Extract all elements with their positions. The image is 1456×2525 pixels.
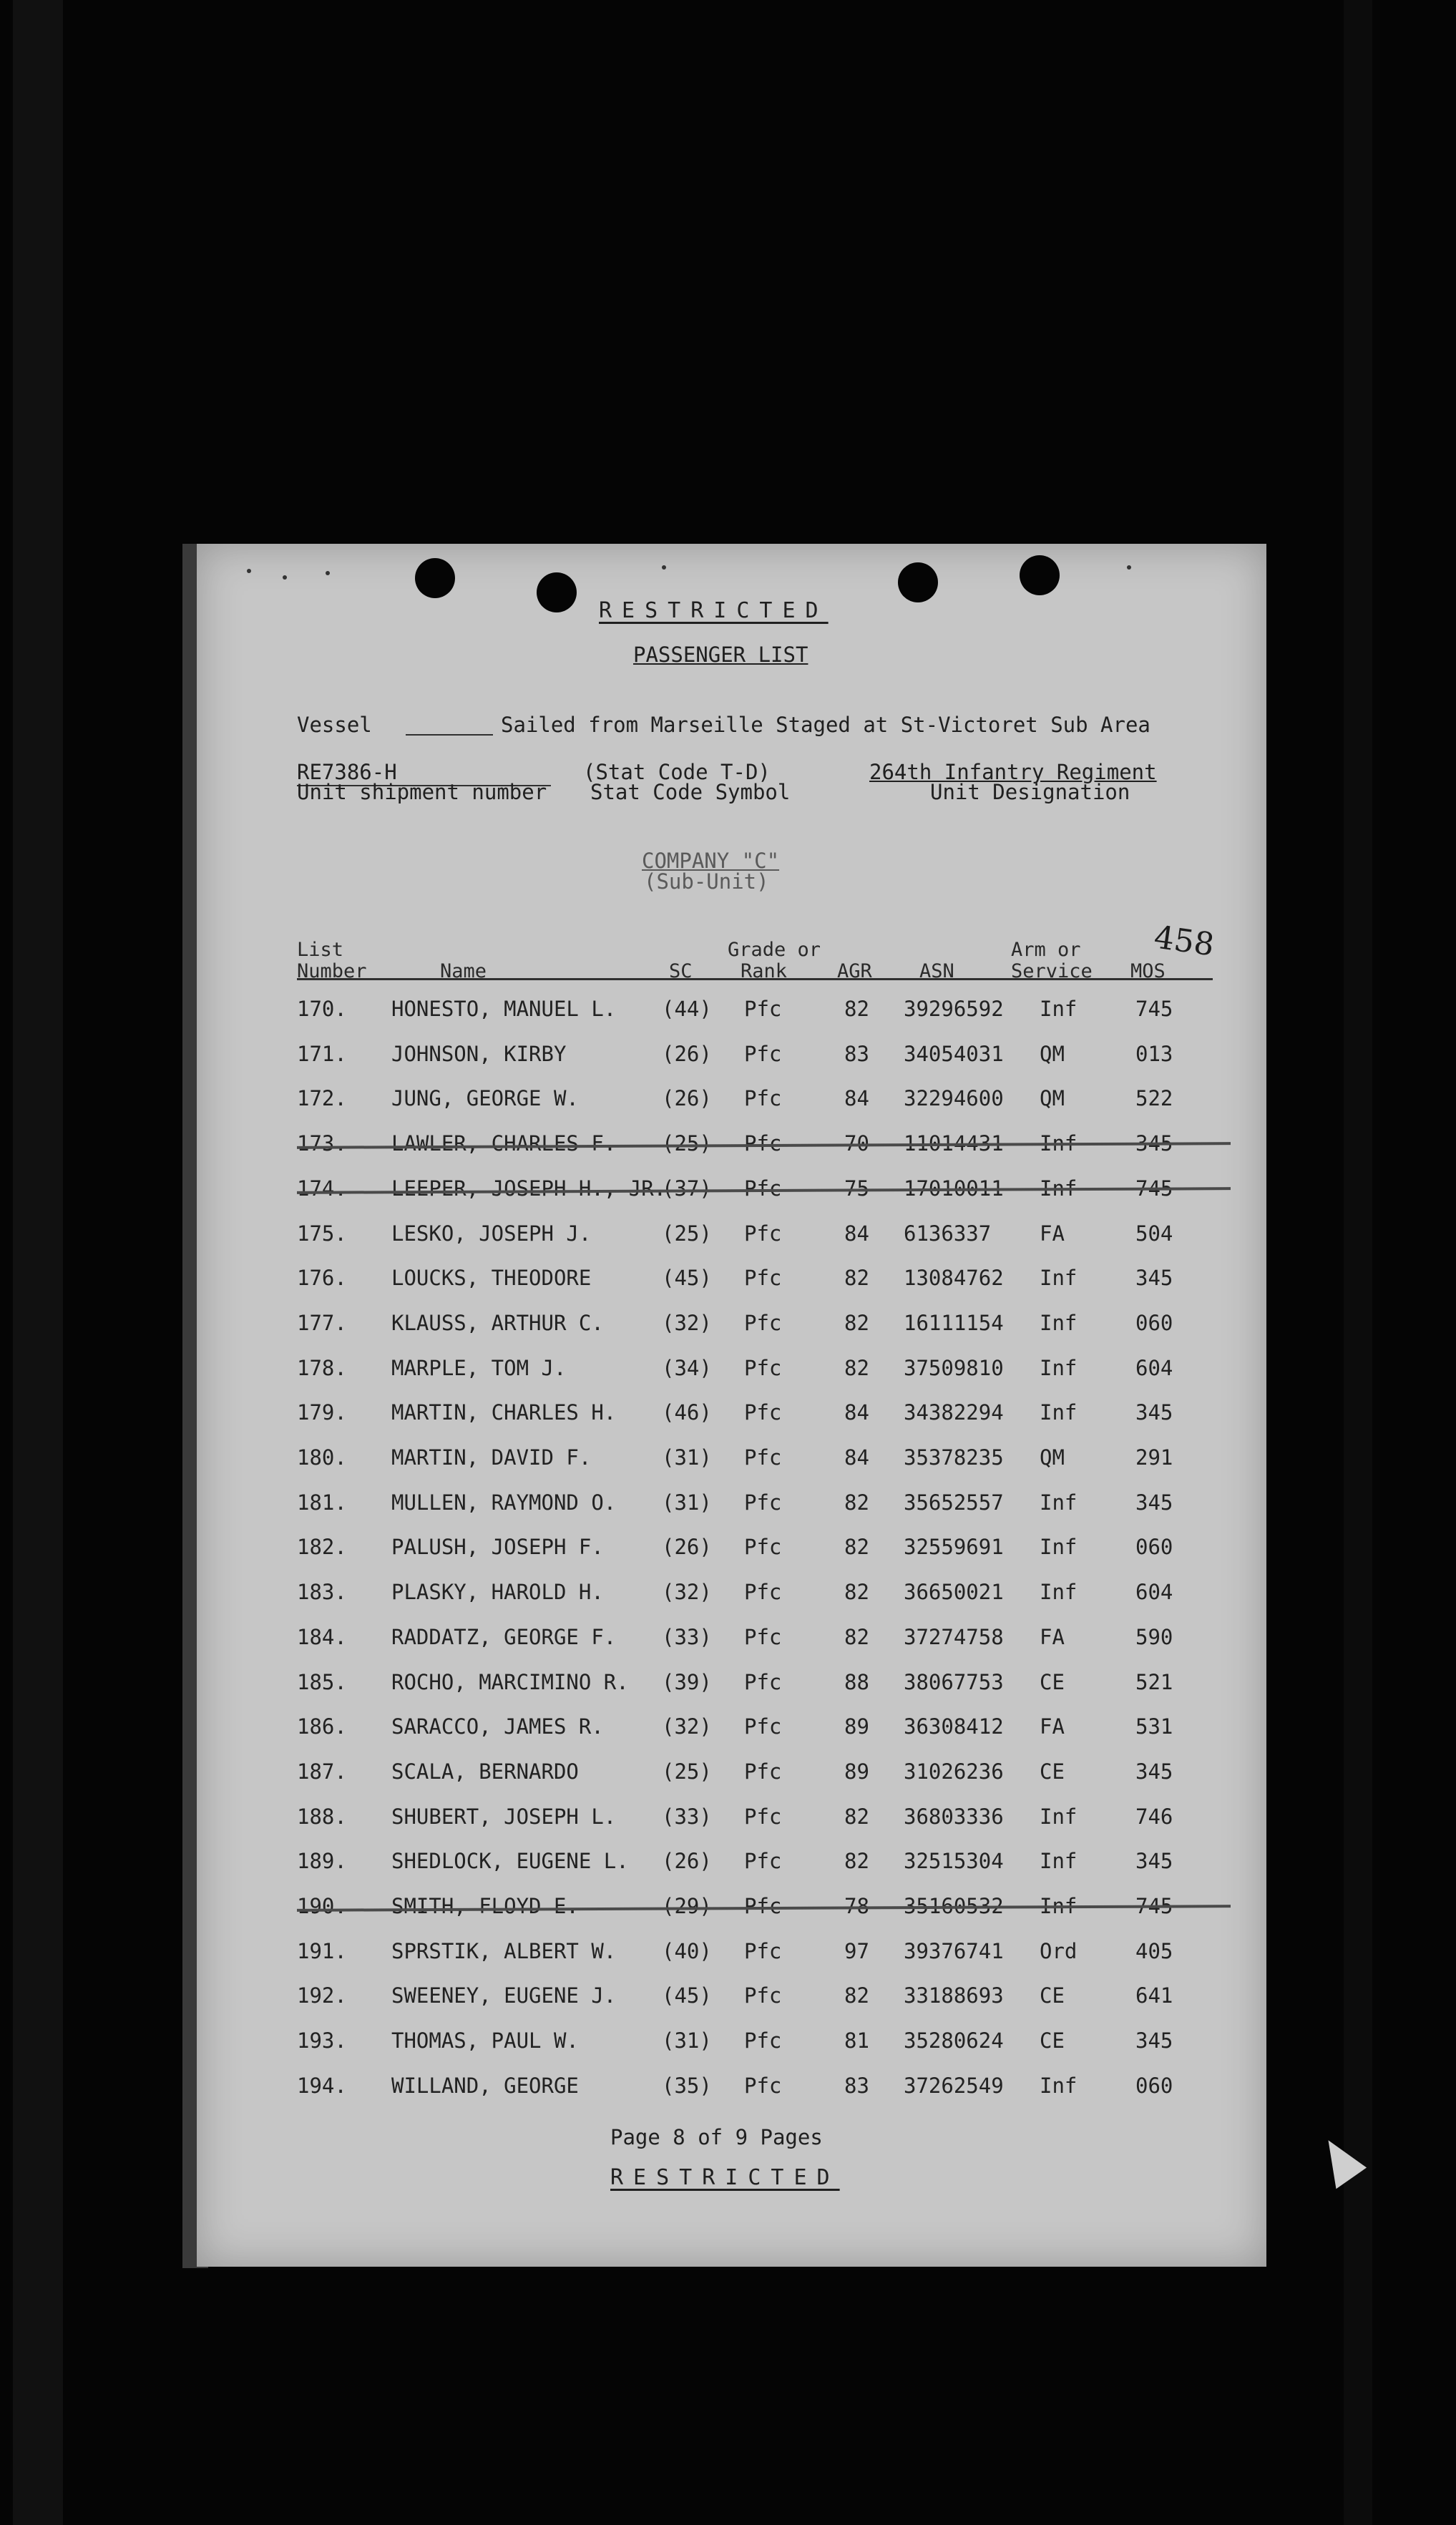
row-mos: 745 <box>1135 1894 1173 1918</box>
row-mos: 345 <box>1135 1131 1173 1156</box>
row-rank: Pfc <box>744 1131 782 1156</box>
row-aar: 84 <box>844 1445 869 1470</box>
row-aar: 84 <box>844 1086 869 1110</box>
row-name: WILLAND, GEORGE <box>391 2074 579 2098</box>
row-asn: 36803336 <box>904 1804 1004 1829</box>
row-name: PALUSH, JOSEPH F. <box>391 1535 604 1559</box>
row-asn: 37262549 <box>904 2074 1004 2098</box>
row-arm: Inf <box>1040 997 1078 1021</box>
row-asn: 37509810 <box>904 1356 1004 1380</box>
row-name: MARTIN, CHARLES H. <box>391 1400 617 1425</box>
row-rank: Pfc <box>744 1625 782 1649</box>
col-list-number-line2: Number <box>297 960 367 982</box>
punch-hole <box>415 558 455 598</box>
table-row <box>197 1311 1266 1355</box>
row-aar: 82 <box>844 1356 869 1380</box>
row-rank: Pfc <box>744 2028 782 2053</box>
film-edge-left <box>13 0 63 2525</box>
row-arm: Ord <box>1040 1939 1078 1963</box>
row-asn: 38067753 <box>904 1670 1004 1694</box>
row-aar: 81 <box>844 2028 869 2053</box>
row-asn: 17010011 <box>904 1176 1004 1201</box>
row-aar: 82 <box>844 1625 869 1649</box>
row-asn: 35160532 <box>904 1894 1004 1918</box>
row-name: SMITH, FLOYD E. <box>391 1894 579 1918</box>
row-name: SHEDLOCK, EUGENE L. <box>391 1849 629 1873</box>
table-row <box>197 1804 1266 1849</box>
row-arm: Inf <box>1040 1580 1078 1604</box>
row-mos: 291 <box>1135 1445 1173 1470</box>
table-row <box>197 1176 1266 1221</box>
row-age: (29) <box>662 1894 712 1918</box>
row-age: (26) <box>662 1042 712 1066</box>
row-arm: Inf <box>1040 1176 1078 1201</box>
row-rank: Pfc <box>744 1400 782 1425</box>
row-arm: Inf <box>1040 1535 1078 1559</box>
row-name: MARPLE, TOM J. <box>391 1356 567 1380</box>
paper-speck <box>326 571 330 575</box>
table-row <box>197 1221 1266 1266</box>
row-rank: Pfc <box>744 1535 782 1559</box>
row-num: 183. <box>297 1580 347 1604</box>
row-aar: 82 <box>844 1983 869 2008</box>
row-arm: Inf <box>1040 1311 1078 1335</box>
row-asn: 34054031 <box>904 1042 1004 1066</box>
row-arm: CE <box>1040 2028 1065 2053</box>
row-mos: 604 <box>1135 1580 1173 1604</box>
row-arm: CE <box>1040 1670 1065 1694</box>
row-num: 193. <box>297 2028 347 2053</box>
row-arm: FA <box>1040 1221 1065 1246</box>
row-mos: 060 <box>1135 1535 1173 1559</box>
row-age: (25) <box>662 1221 712 1246</box>
paper-speck <box>1127 565 1131 570</box>
row-mos: 745 <box>1135 997 1173 1021</box>
row-arm: QM <box>1040 1445 1065 1470</box>
col-name: Name <box>440 960 487 982</box>
row-name: HONESTO, MANUEL L. <box>391 997 617 1021</box>
row-rank: Pfc <box>744 1445 782 1470</box>
row-mos: 060 <box>1135 2074 1173 2098</box>
row-age: (25) <box>662 1759 712 1784</box>
row-age: (31) <box>662 2028 712 2053</box>
row-num: 189. <box>297 1849 347 1873</box>
row-aar: 70 <box>844 1131 869 1156</box>
row-arm: Inf <box>1040 1894 1078 1918</box>
paper-speck <box>662 565 666 570</box>
row-rank: Pfc <box>744 1042 782 1066</box>
row-mos: 522 <box>1135 1086 1173 1110</box>
row-asn: 35280624 <box>904 2028 1004 2053</box>
row-name: JOHNSON, KIRBY <box>391 1042 567 1066</box>
row-arm: FA <box>1040 1714 1065 1739</box>
row-arm: QM <box>1040 1042 1065 1066</box>
table-row <box>197 1490 1266 1535</box>
row-age: (26) <box>662 1086 712 1110</box>
row-aar: 89 <box>844 1714 869 1739</box>
row-name: SPRSTIK, ALBERT W. <box>391 1939 617 1963</box>
row-mos: 345 <box>1135 1849 1173 1873</box>
row-rank: Pfc <box>744 1176 782 1201</box>
row-mos: 345 <box>1135 1400 1173 1425</box>
row-mos: 521 <box>1135 1670 1173 1694</box>
table-row <box>197 1445 1266 1490</box>
col-arm-line1: Arm or <box>1011 939 1081 961</box>
row-age: (34) <box>662 1356 712 1380</box>
row-aar: 82 <box>844 1311 869 1335</box>
row-mos: 604 <box>1135 1356 1173 1380</box>
row-aar: 82 <box>844 1266 869 1290</box>
punch-hole <box>1020 555 1060 595</box>
row-name: MARTIN, DAVID F. <box>391 1445 592 1470</box>
row-num: 184. <box>297 1625 347 1649</box>
table-row <box>197 1356 1266 1400</box>
row-asn: 35378235 <box>904 1445 1004 1470</box>
row-mos: 641 <box>1135 1983 1173 2008</box>
row-mos: 013 <box>1135 1042 1173 1066</box>
row-arm: QM <box>1040 1086 1065 1110</box>
punch-hole <box>537 572 577 612</box>
row-arm: Inf <box>1040 1849 1078 1873</box>
table-row <box>197 1400 1266 1445</box>
row-name: LAWLER, CHARLES F. <box>391 1131 617 1156</box>
row-rank: Pfc <box>744 1311 782 1335</box>
row-num: 180. <box>297 1445 347 1470</box>
row-mos: 345 <box>1135 2028 1173 2053</box>
row-age: (44) <box>662 997 712 1021</box>
row-name: SHUBERT, JOSEPH L. <box>391 1804 617 1829</box>
row-aar: 82 <box>844 1849 869 1873</box>
row-aar: 82 <box>844 1804 869 1829</box>
row-mos: 590 <box>1135 1625 1173 1649</box>
row-aar: 83 <box>844 1042 869 1066</box>
row-arm: Inf <box>1040 1400 1078 1425</box>
table-row <box>197 1983 1266 2028</box>
row-name: SCALA, BERNARDO <box>391 1759 579 1784</box>
table-row <box>197 1042 1266 1086</box>
row-age: (39) <box>662 1670 712 1694</box>
row-rank: Pfc <box>744 1670 782 1694</box>
row-aar: 82 <box>844 1490 869 1515</box>
row-arm: Inf <box>1040 1131 1078 1156</box>
unit-designation-label: Unit Designation <box>930 780 1130 804</box>
table-row <box>197 1131 1266 1176</box>
row-mos: 405 <box>1135 1939 1173 1963</box>
row-aar: 82 <box>844 997 869 1021</box>
row-mos: 531 <box>1135 1714 1173 1739</box>
row-name: KLAUSS, ARTHUR C. <box>391 1311 604 1335</box>
row-num: 177. <box>297 1311 347 1335</box>
vessel-blank <box>406 734 493 736</box>
restricted-footer: RESTRICTED <box>610 2165 840 2190</box>
row-age: (31) <box>662 1490 712 1515</box>
unit-designation: 264th Infantry Regiment <box>869 760 1157 784</box>
row-asn: 6136337 <box>904 1221 992 1246</box>
handwritten-page-number: 458 <box>1151 919 1217 964</box>
row-age: (37) <box>662 1176 712 1201</box>
row-num: 179. <box>297 1400 347 1425</box>
row-age: (33) <box>662 1804 712 1829</box>
row-asn: 33188693 <box>904 1983 1004 2008</box>
row-rank: Pfc <box>744 1221 782 1246</box>
row-rank: Pfc <box>744 1983 782 2008</box>
row-rank: Pfc <box>744 1714 782 1739</box>
row-mos: 745 <box>1135 1176 1173 1201</box>
row-num: 172. <box>297 1086 347 1110</box>
row-age: (45) <box>662 1983 712 2008</box>
row-asn: 31026236 <box>904 1759 1004 1784</box>
row-num: 188. <box>297 1804 347 1829</box>
row-rank: Pfc <box>744 1759 782 1784</box>
row-num: 194. <box>297 2074 347 2098</box>
header-rule <box>297 978 1213 980</box>
restricted-header: RESTRICTED <box>599 598 829 623</box>
paper-speck <box>283 575 287 580</box>
row-age: (32) <box>662 1311 712 1335</box>
row-mos: 060 <box>1135 1311 1173 1335</box>
row-asn: 32559691 <box>904 1535 1004 1559</box>
row-age: (45) <box>662 1266 712 1290</box>
row-rank: Pfc <box>744 1939 782 1963</box>
row-rank: Pfc <box>744 1356 782 1380</box>
table-row <box>197 2074 1266 2118</box>
row-rank: Pfc <box>744 1580 782 1604</box>
row-aar: 88 <box>844 1670 869 1694</box>
table-row <box>197 1849 1266 1893</box>
row-aar: 84 <box>844 1221 869 1246</box>
stat-code-label: Stat Code Symbol <box>590 780 791 804</box>
row-arm: Inf <box>1040 1804 1078 1829</box>
row-mos: 504 <box>1135 1221 1173 1246</box>
col-aar: AGR <box>837 960 872 982</box>
sailed-text: Sailed from Marseille Staged at St-Victoret Sub Area <box>501 713 1150 737</box>
row-name: LESKO, JOSEPH J. <box>391 1221 592 1246</box>
row-rank: Pfc <box>744 1266 782 1290</box>
row-mos: 746 <box>1135 1804 1173 1829</box>
shipment-number: RE7386-H <box>297 760 397 784</box>
row-asn: 11014431 <box>904 1131 1004 1156</box>
row-name: SARACCO, JAMES R. <box>391 1714 604 1739</box>
stat-code: (Stat Code T-D) <box>583 760 771 784</box>
row-mos: 345 <box>1135 1490 1173 1515</box>
row-age: (33) <box>662 1625 712 1649</box>
row-asn: 13084762 <box>904 1266 1004 1290</box>
row-rank: Pfc <box>744 1894 782 1918</box>
row-aar: 78 <box>844 1894 869 1918</box>
row-rank: Pfc <box>744 2074 782 2098</box>
row-name: PLASKY, HAROLD H. <box>391 1580 604 1604</box>
table-row <box>197 1266 1266 1310</box>
row-num: 186. <box>297 1714 347 1739</box>
row-name: THOMAS, PAUL W. <box>391 2028 579 2053</box>
table-row <box>197 1580 1266 1624</box>
row-aar: 82 <box>844 1535 869 1559</box>
row-arm: CE <box>1040 1759 1065 1784</box>
row-name: LEEPER, JOSEPH H., JR. <box>391 1176 667 1201</box>
company-label: (Sub-Unit) <box>644 869 769 894</box>
row-rank: Pfc <box>744 1804 782 1829</box>
row-arm: Inf <box>1040 1356 1078 1380</box>
row-num: 170. <box>297 997 347 1021</box>
row-num: 174. <box>297 1176 347 1201</box>
row-name: JUNG, GEORGE W. <box>391 1086 579 1110</box>
col-arm <box>1011 939 1093 982</box>
row-arm: Inf <box>1040 1266 1078 1290</box>
row-num: 181. <box>297 1490 347 1515</box>
row-age: (32) <box>662 1580 712 1604</box>
table-row <box>197 1894 1266 1938</box>
row-rank: Pfc <box>744 1086 782 1110</box>
col-grade <box>728 939 821 982</box>
row-rank: Pfc <box>744 1849 782 1873</box>
row-name: LOUCKS, THEODORE <box>391 1266 592 1290</box>
row-age: (32) <box>662 1714 712 1739</box>
row-num: 192. <box>297 1983 347 2008</box>
col-arm-line2: Service <box>1011 960 1093 982</box>
row-asn: 16111154 <box>904 1311 1004 1335</box>
passenger-list-page <box>197 544 1266 2267</box>
row-asn: 32515304 <box>904 1849 1004 1873</box>
col-list-number-line1: List <box>297 939 344 961</box>
row-num: 171. <box>297 1042 347 1066</box>
row-num: 190. <box>297 1894 347 1918</box>
row-num: 182. <box>297 1535 347 1559</box>
table-row <box>197 1939 1266 1983</box>
company-name: COMPANY "C" <box>642 849 780 873</box>
row-num: 187. <box>297 1759 347 1784</box>
table-row <box>197 1759 1266 1804</box>
list-title: PASSENGER LIST <box>633 643 808 667</box>
row-name: ROCHO, MARCIMINO R. <box>391 1670 629 1694</box>
row-asn: 36650021 <box>904 1580 1004 1604</box>
row-arm: Inf <box>1040 1490 1078 1515</box>
shipment-label: Unit shipment number <box>297 780 547 804</box>
row-age: (46) <box>662 1400 712 1425</box>
row-asn: 34382294 <box>904 1400 1004 1425</box>
table-row <box>197 997 1266 1041</box>
row-num: 185. <box>297 1670 347 1694</box>
row-mos: 345 <box>1135 1759 1173 1784</box>
row-name: RADDATZ, GEORGE F. <box>391 1625 617 1649</box>
row-asn: 36308412 <box>904 1714 1004 1739</box>
row-num: 178. <box>297 1356 347 1380</box>
row-num: 175. <box>297 1221 347 1246</box>
row-arm: FA <box>1040 1625 1065 1649</box>
col-sc: SC <box>669 960 693 982</box>
table-row <box>197 1670 1266 1714</box>
row-age: (26) <box>662 1535 712 1559</box>
row-age: (26) <box>662 1849 712 1873</box>
row-rank: Pfc <box>744 997 782 1021</box>
row-aar: 82 <box>844 1580 869 1604</box>
row-name: MULLEN, RAYMOND O. <box>391 1490 617 1515</box>
row-asn: 35652557 <box>904 1490 1004 1515</box>
row-name: SWEENEY, EUGENE J. <box>391 1983 617 2008</box>
col-mos: MOS <box>1130 960 1166 982</box>
row-age: (31) <box>662 1445 712 1470</box>
punch-hole <box>898 562 938 602</box>
table-row <box>197 2028 1266 2073</box>
row-arm: Inf <box>1040 2074 1078 2098</box>
row-aar: 83 <box>844 2074 869 2098</box>
row-rank: Pfc <box>744 1490 782 1515</box>
table-row <box>197 1625 1266 1669</box>
col-list-number <box>297 939 367 982</box>
paper-speck <box>247 569 251 573</box>
col-asn: ASN <box>919 960 954 982</box>
row-aar: 84 <box>844 1400 869 1425</box>
table-row <box>197 1086 1266 1130</box>
row-asn: 32294600 <box>904 1086 1004 1110</box>
row-asn: 39296592 <box>904 997 1004 1021</box>
row-aar: 75 <box>844 1176 869 1201</box>
row-aar: 97 <box>844 1939 869 1963</box>
row-asn: 39376741 <box>904 1939 1004 1963</box>
table-row <box>197 1714 1266 1759</box>
vessel-label: Vessel <box>297 713 372 737</box>
row-num: 173. <box>297 1131 347 1156</box>
row-age: (40) <box>662 1939 712 1963</box>
row-num: 176. <box>297 1266 347 1290</box>
row-asn: 37274758 <box>904 1625 1004 1649</box>
row-age: (25) <box>662 1131 712 1156</box>
row-aar: 89 <box>844 1759 869 1784</box>
col-grade-line2: Rank <box>741 960 788 982</box>
row-mos: 345 <box>1135 1266 1173 1290</box>
page-count: Page 8 of 9 Pages <box>610 2125 823 2149</box>
row-num: 191. <box>297 1939 347 1963</box>
row-age: (35) <box>662 2074 712 2098</box>
col-grade-line1: Grade or <box>728 939 821 961</box>
table-row <box>197 1535 1266 1579</box>
row-arm: CE <box>1040 1983 1065 2008</box>
